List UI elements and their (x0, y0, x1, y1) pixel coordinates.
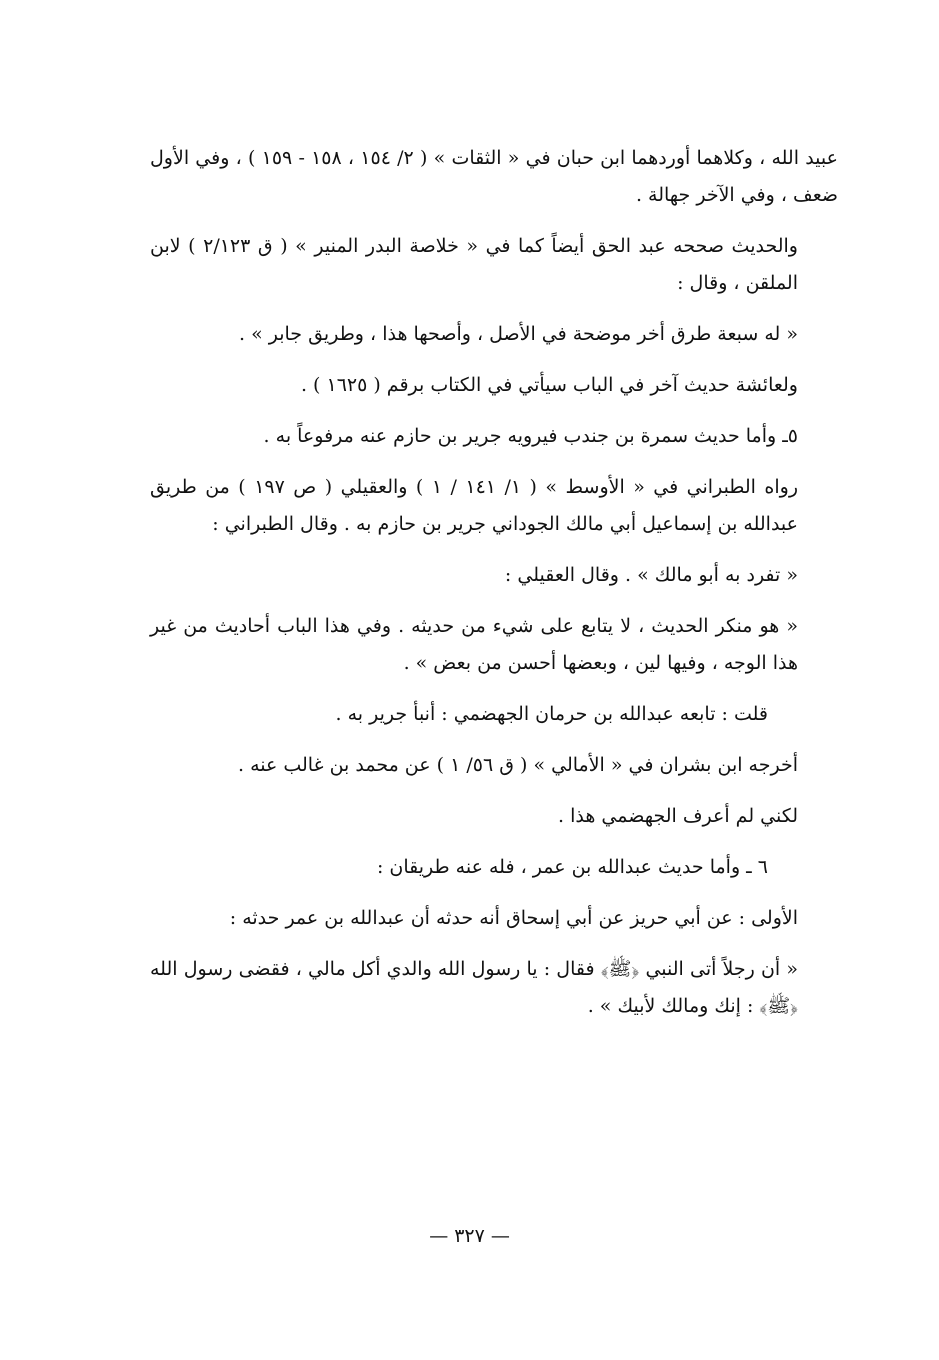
paragraph-7-quote: « تفرد به أبو مالك » . وقال العقيلي : (504, 564, 798, 586)
paragraph-13: الأولى : عن أبي حريز عن أبي إسحاق أنه حدثه أن عبدالله بن عمر حدثه : (229, 907, 798, 929)
paragraph-11: لكني لم أعرف الجهضمي هذا . (558, 805, 798, 827)
paragraph-1: عبيد الله ، وكلاهما أوردهما ابن حبان في « الثقات » ( ٢/ ١٥٤ ، ١٥٨ - ١٥٩ ) ، وفي الأول ضعف ، وفي الآخر جهالة . (150, 147, 838, 206)
paragraph-5-samura: ٥ـ وأما حديث سمرة بن جندب فيرويه جرير بن حازم عنه مرفوعاً به . (263, 425, 798, 447)
paragraph-12-ibn-umar: ٦ ـ وأما حديث عبدالله بن عمر ، فله عنه طريقان : (376, 856, 768, 878)
page-number (0, 1225, 939, 1247)
body-text (150, 140, 838, 1025)
paragraph-8-quote: « هو منكر الحديث ، لا يتابع على شيء من حديثه . وفي هذا الباب أحاديث من غير هذا الوجه ، وفيها لين ، وبعضها أحسن من بعض » . (150, 615, 798, 674)
paragraph-4: ولعائشة حديث آخر في الباب سيأتي في الكتاب برقم ( ١٦٢٥ ) . (300, 374, 798, 396)
page-number-dash-left: — (429, 1225, 449, 1247)
paragraph-6: رواه الطبراني في « الأوسط » ( ١/ ١٤١ / ١ ) والعقيلي ( ص ١٩٧ ) من طريق عبدالله بن إسماعيل أبي مالك الجوداني جرير بن حازم به . وقال الطبراني : (150, 476, 798, 535)
paragraph-14-quote: « أن رجلاً أتى النبي ﴿ﷺ﴾ فقال : يا رسول الله والدي أكل مالي ، فقضى رسول الله ﴿ﷺ﴾ : إنك ومالك لأبيك » . (150, 958, 798, 1017)
paragraph-9: قلت : تابعه عبدالله بن حرمان الجهضمي : أنبأ جرير به . (335, 703, 768, 725)
paragraph-2: والحديث صححه عبد الحق أيضاً كما في « خلاصة البدر المنير » ( ق ٢/١٢٣ ) لابن الملقن ، وقال : (150, 235, 798, 294)
paragraph-10: أخرجه ابن بشران في « الأمالي » ( ق ٥٦/ ١ ) عن محمد بن غالب عنه . (237, 754, 798, 776)
paragraph-3-quote: « له سبعة طرق أخر موضحة في الأصل ، وأصحها هذا ، وطريق جابر » . (238, 323, 798, 345)
page-number-value: ٣٢٧ (454, 1225, 485, 1247)
page-number-dash-right: — (490, 1225, 510, 1247)
